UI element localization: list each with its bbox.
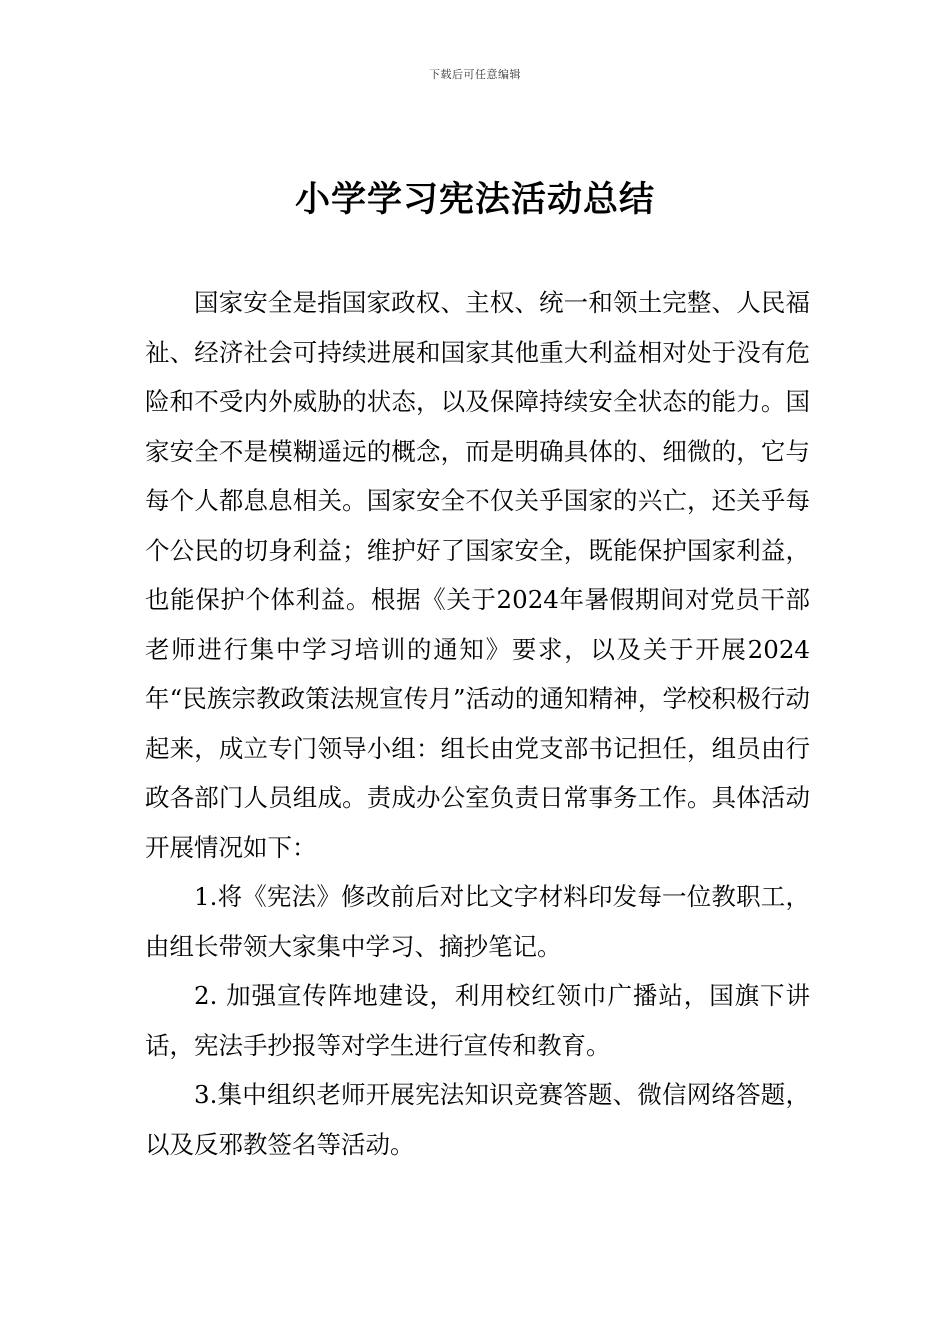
header-note: 下载后可任意编辑: [429, 68, 521, 81]
paragraph-item-2: 2. 加强宣传阵地建设，利用校红领巾广播站，国旗下讲话，宪法手抄报等对学生进行宣传和教育。: [145, 981, 810, 1060]
paragraph-item-3: 3.集中组织老师开展宪法知识竞赛答题、微信网络答题，以及反邪教签名等活动。: [145, 1080, 810, 1159]
document-title: 小学学习宪法活动总结: [294, 179, 655, 220]
document-body: [145, 278, 810, 1169]
paragraph-intro: 国家安全是指国家政权、主权、统一和领土完整、人民福祉、经济社会可持续进展和国家其他重大利益相对处于没有危险和不受内外威胁的状态，以及保障持续安全状态的能力。国家安全不是模糊遥远的概念，而是明确具体的、细微的，它与每个人都息息相关。国家安全不仅关乎国家的兴亡，还关乎每个公民的切身利益；维护好了国家安全，既能保护国家利益，也能保护个体利益。根据《关于2024年暑假期间对党员干部老师进行集中学习培训的通知》要求，以及关于开展2024年“民族宗教政策法规宣传月”活动的通知精神，学校积极行动起来，成立专门领导小组：组长由党支部书记担任，组员由行政各部门人员组成。责成办公室负责日常事务工作。具体活动开展情况如下：: [145, 288, 810, 862]
paragraph-item-1: 1.将《宪法》修改前后对比文字材料印发每一位教职工，由组长带领大家集中学习、摘抄笔记。: [145, 882, 810, 961]
